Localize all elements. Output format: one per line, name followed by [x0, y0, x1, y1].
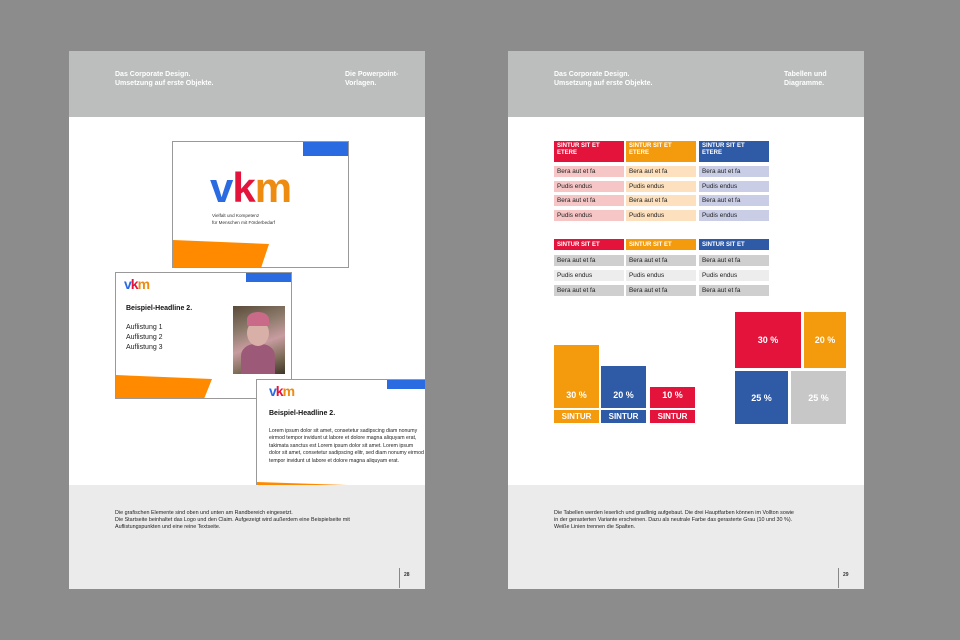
page-footer [508, 485, 864, 589]
table-cell: Pudis endus [626, 270, 696, 281]
slide-title-preview [172, 141, 349, 268]
list-item: Auflistung 3 [126, 344, 163, 351]
table-header-cell: SINTUR SIT ET [699, 239, 769, 250]
table-cell: Bera aut et fa [699, 255, 769, 266]
chart-tile: 30 % [735, 312, 801, 368]
slide-headline: Beispiel-Headline 2. [126, 305, 193, 312]
table-cell: Bera aut et fa [554, 166, 624, 177]
slide-orange-accent [173, 240, 349, 268]
logo-claim: Vielfalt und Kompetenz für Menschen mit Förderbedarf [212, 213, 276, 225]
right-page [508, 51, 864, 589]
table-cell: Bera aut et fa [699, 285, 769, 296]
bar-value-label: 30 % [566, 390, 587, 400]
table-cell: Pudis endus [699, 210, 769, 221]
table-cell: Pudis endus [699, 270, 769, 281]
bar-category-label: SINTUR [650, 410, 695, 423]
footer-description: Die Tabellen werden leserlich und gradlinig aufgebaut. Die drei Hauptfarben können im Vollton sowie in der gerasterten Variante erscheinen. Dazu als neutrale Farbe das gerasterte Grau (10 und 30 %). Weiße Linien trennen die Spalten. [554, 510, 794, 530]
vkm-logo-small: vkm [269, 383, 295, 399]
list-item: Auflistung 1 [126, 324, 163, 331]
table-cell: Bera aut et fa [626, 285, 696, 296]
slide-bullet-list [126, 323, 163, 353]
left-page [69, 51, 425, 589]
slide-headline: Beispiel-Headline 2. [269, 410, 336, 417]
bar-value-label: 20 % [613, 390, 634, 400]
list-item: Auflistung 2 [126, 334, 163, 341]
table-header-cell: SINTUR SIT ET ETERE [626, 141, 696, 162]
chart-tile: 25 % [791, 371, 846, 424]
table-cell: Pudis endus [626, 210, 696, 221]
table-cell: Pudis endus [626, 181, 696, 192]
table-cell: Bera aut et fa [554, 195, 624, 206]
table-header-cell: SINTUR SIT ET ETERE [554, 141, 624, 162]
child-photo [233, 306, 285, 374]
vkm-logo-small: vkm [124, 276, 150, 292]
table-cell: Pudis endus [554, 210, 624, 221]
header-section-title: Das Corporate Design. Umsetzung auf erste Objekte. [115, 71, 214, 87]
slide-blue-accent [387, 380, 425, 389]
header-topic-title: Tabellen und Diagramme. [784, 71, 827, 87]
table-cell: Bera aut et fa [626, 166, 696, 177]
page-number-divider [399, 568, 400, 588]
table-cell: Bera aut et fa [699, 166, 769, 177]
slide-body-text: Lorem ipsum dolor sit amet, consetetur sadipscing diam nonumy eirmod tempor invidunt ut labore et dolore magna aliquyam erat, takimata sanctus est Lorem ipsum dolor sit amet. Lorem ipsum dolor sit amet, consetetur sadipscing elitr, sed diam nonumy eirmod tempor invidunt ut labore et dolore magna aliquyam erat. [269, 428, 424, 464]
page-number: 28 [404, 572, 410, 578]
table-cell: Bera aut et fa [626, 255, 696, 266]
header-topic-title: Die Powerpoint- Vorlagen. [345, 71, 399, 87]
header-section-title: Das Corporate Design. Umsetzung auf erste Objekte. [554, 71, 653, 87]
bar-category-label: SINTUR [554, 410, 599, 423]
page-footer [69, 485, 425, 589]
page-header [508, 51, 864, 117]
table-cell: Pudis endus [554, 270, 624, 281]
table-cell: Pudis endus [699, 181, 769, 192]
bar-value-label: 10 % [662, 390, 683, 400]
table-header-cell: SINTUR SIT ET [554, 239, 624, 250]
chart-tile: 25 % [735, 371, 788, 424]
footer-description: Die grafischen Elemente sind oben und unten am Randbereich eingesetzt. Die Startseite beinhaltet das Logo und den Claim. Aufgezeigt wird außerdem eine Beispielseite mit Auflistungspunkten und eine reine Textseite. [115, 510, 350, 530]
table-cell: Bera aut et fa [699, 195, 769, 206]
bar-category-label: SINTUR [601, 410, 646, 423]
page-header [69, 51, 425, 117]
table-header-cell: SINTUR SIT ET ETERE [699, 141, 769, 162]
table-cell: Bera aut et fa [626, 195, 696, 206]
slide-blue-accent [246, 273, 292, 282]
table-header-cell: SINTUR SIT ET [626, 239, 696, 250]
table-cell: Pudis endus [554, 181, 624, 192]
page-number: 29 [843, 572, 849, 578]
vkm-logo: vkm [210, 164, 292, 211]
table-cell: Bera aut et fa [554, 255, 624, 266]
chart-tile: 20 % [804, 312, 846, 368]
page-number-divider [838, 568, 839, 588]
slide-blue-accent [303, 142, 349, 156]
table-cell: Bera aut et fa [554, 285, 624, 296]
